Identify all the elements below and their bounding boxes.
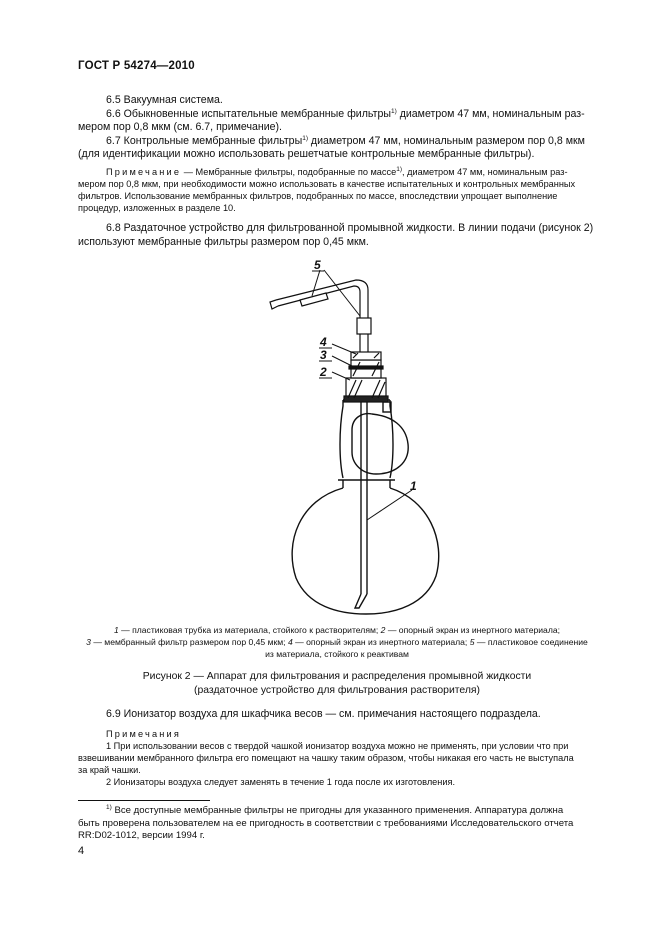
footnote-ref: 1) (390, 107, 397, 115)
legend-text-5: — пластиковое соединение (474, 637, 588, 647)
tube-end (270, 300, 278, 309)
footnote-line-3: RR:D02-1012, версии 1994 г. (78, 830, 205, 842)
connector-sleeve (357, 318, 371, 334)
plastic-connection (300, 293, 328, 306)
membrane-filter (349, 366, 383, 369)
note-label: Примечание (106, 167, 182, 177)
callout-3: 3 (320, 348, 327, 362)
leader-3 (332, 356, 352, 366)
legend-num-2: 2 (380, 625, 386, 635)
bottom-flask (292, 488, 439, 614)
callout-1: 1 (410, 479, 417, 493)
stopper-assembly (270, 280, 388, 402)
footnote-rule (78, 800, 210, 801)
apparatus-drawing (292, 394, 439, 614)
inner-tube-tip (355, 594, 367, 608)
legend-text-1: — пластиковая трубка из материала, стойкого к растворителям; (118, 625, 381, 635)
note-1-line-3: за край чашки. (78, 765, 141, 775)
paragraph-6-6-text-c: мером пор 0,8 мкм (см. 6.7, примечание). (78, 121, 282, 134)
document-header: ГОСТ Р 54274—2010 (78, 60, 195, 72)
leader-4 (332, 344, 356, 354)
note-2: 2 Ионизаторы воздуха следует заменять в течение 1 года после их изготовления. (106, 777, 456, 787)
paragraph-6-7-text-a: 6.7 Контрольные мембранные фильтры (106, 134, 303, 147)
leader-1 (367, 490, 412, 520)
note-1-line-1: 1 При использовании весов с твердой чашкой ионизатор воздуха можно не применять, при условии что при (106, 741, 569, 751)
stopper-band (344, 396, 388, 402)
note-text-d: фильтров. Использование мембранных фильтров, подобранных по массе, впоследствии упрощает выполнение (78, 191, 558, 201)
footnote-line-1: Все доступные мембранные фильтры не пригодны для указанного применения. Аппаратура должна (111, 805, 564, 816)
legend-num-1: 1 (113, 625, 119, 635)
legend-text-2: — опорный экран из инертного материала; (385, 625, 561, 635)
legend-text-3: — мембранный фильтр размером пор 0,45 мкм; (90, 637, 288, 647)
footnote-line-2: быть проверена пользователем на ее пригодность в соответствии с требованиями Исследовательского отчета (78, 817, 574, 829)
paragraph-6-7-text-b: диаметром 47 мм, номинальным размером пор 0,8 мкм (307, 134, 585, 147)
notes-label: Примечания (106, 729, 182, 739)
paragraph-6-6-text-a: 6.6 Обыкновенные испытательные мембранные фильтры (106, 107, 391, 120)
legend-num-4: 4 (287, 637, 293, 647)
callout-5: 5 (314, 258, 321, 272)
leader-5a (312, 270, 320, 296)
legend-text-4: — опорный экран из инертного материала; (292, 637, 470, 647)
legend-text-6: из материала, стойкого к реактивам (265, 649, 409, 659)
leader-2 (332, 372, 350, 380)
footnote-mark: 1) (106, 804, 112, 811)
paragraph-6-6-text-b: диаметром 47 мм, номинальным раз- (396, 107, 585, 120)
paragraph-6-9 (78, 708, 596, 722)
page-number: 4 (78, 845, 85, 857)
paragraph-6-8-text-b: используют мембранные фильтры размером пор 0,45 мкм. (78, 235, 369, 248)
paragraph-6-5-text: 6.5 Вакуумная система. (106, 94, 223, 106)
figure-caption (78, 670, 596, 697)
footnote-ref: 1) (396, 166, 402, 173)
callout-4: 4 (320, 335, 327, 349)
legend-num-3: 3 (86, 637, 91, 647)
legend-num-5: 5 (469, 637, 475, 647)
note-text-a: — Мембранные фильтры, подобранные по массе (181, 167, 397, 177)
footnote (78, 805, 596, 843)
footnote-ref: 1) (302, 134, 308, 142)
notes-6-9 (78, 728, 596, 788)
paragraph-6-9-text: 6.9 Ионизатор воздуха для шкафчика весов — см. примечания настоящего подраздела. (106, 708, 541, 720)
paragraph-6-8-text-a: 6.8 Раздаточное устройство для фильтрованной промывной жидкости. В линии подачи (рисунок 2) (106, 222, 594, 234)
note-text-b: , диаметром 47 мм, номинальным раз- (402, 167, 568, 177)
figure-legend (78, 624, 596, 660)
paragraph-6-7-text-c: (для идентификации можно использовать решетчатые контрольные мембранные фильтры). (78, 148, 535, 161)
callout-2: 2 (320, 365, 327, 379)
note-text-c: мером пор 0,8 мкм, при необходимости можно использовать в качестве испытательных и контрольных мембранных (78, 179, 576, 189)
caption-line-1: Рисунок 2 — Аппарат для фильтрования и распределения промывной жидкости (142, 671, 532, 682)
note-1-line-2: взвешивании мембранного фильтра его помещают на чашку таким образом, чтобы никакая его часть не выступала (78, 753, 574, 763)
caption-line-2: (раздаточное устройство для фильтрования растворителя) (194, 684, 480, 696)
upper-body-left (340, 400, 343, 478)
note-text-e: процедур, изложенных в разделе 10. (78, 203, 236, 213)
